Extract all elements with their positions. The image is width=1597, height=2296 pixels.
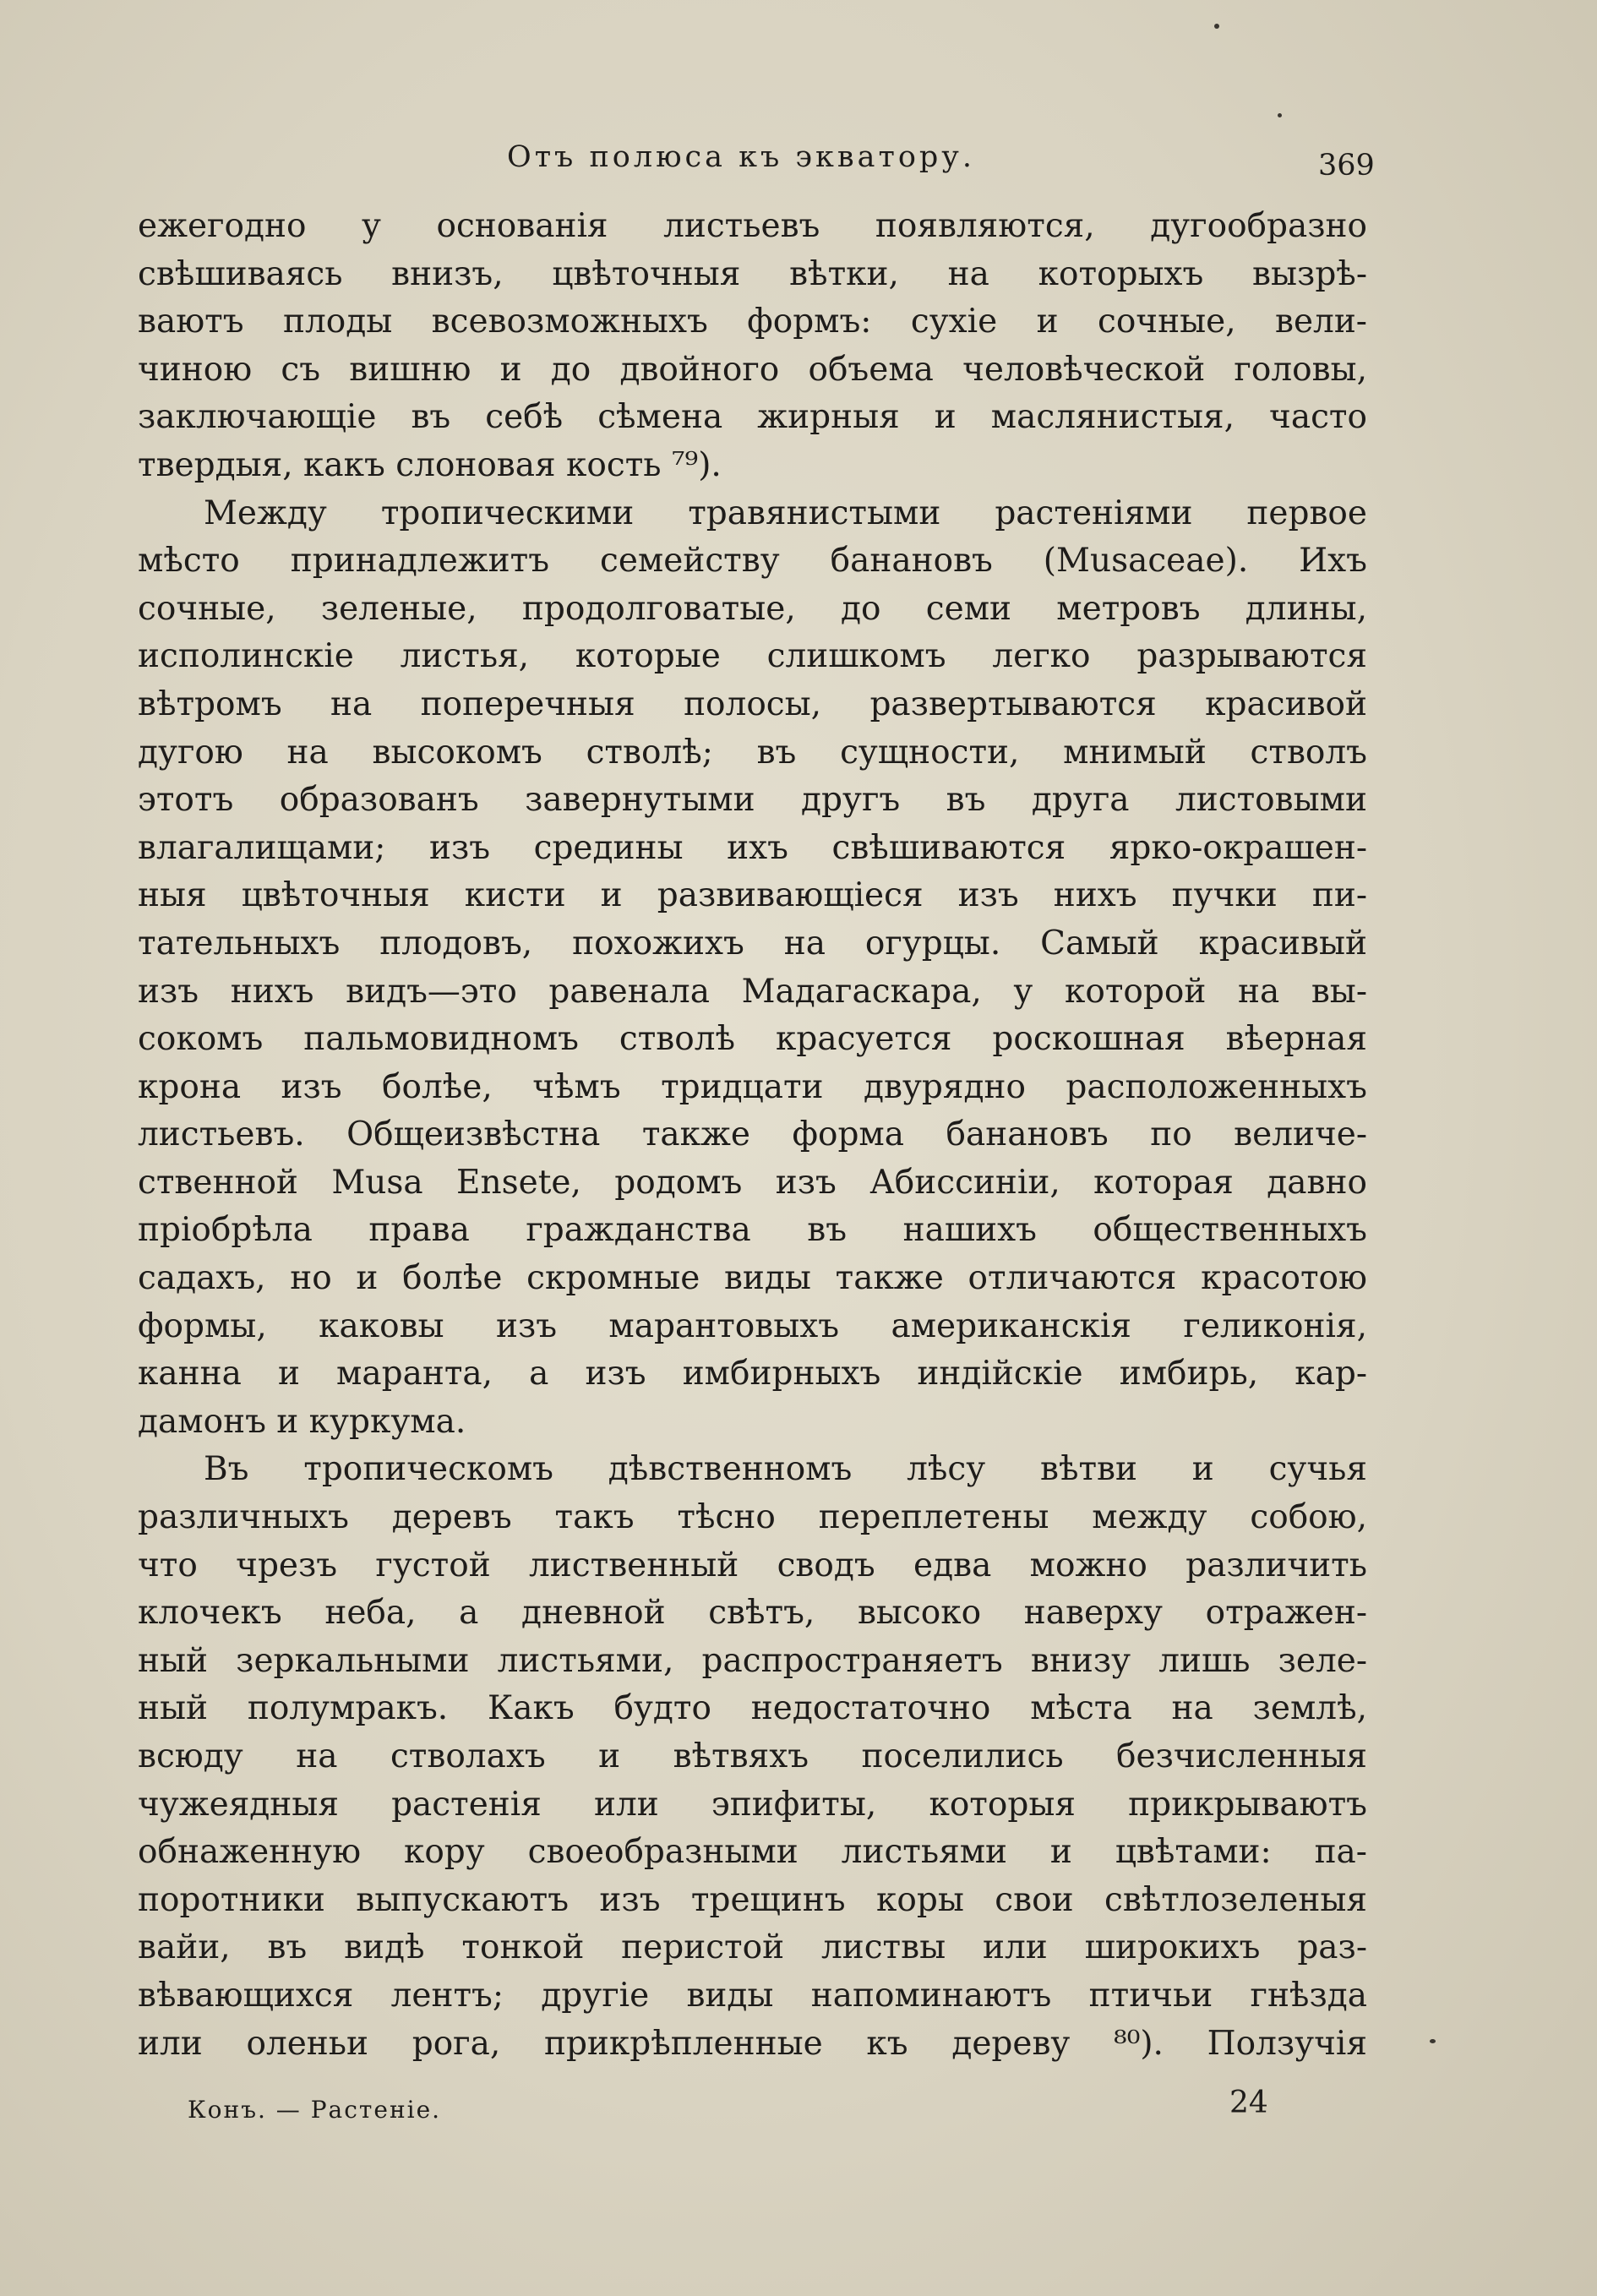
- running-head: [0, 140, 1597, 191]
- text-line: твердыя, какъ слоновая кость ⁷⁹).: [138, 445, 722, 484]
- text-line: формы, каковы изъ марантовыхъ американскія геликонія,: [138, 1306, 1367, 1345]
- text-line: садахъ, но и болѣе скромные виды также отличаются красотою: [138, 1259, 1367, 1298]
- text-line: листьевъ. Общеизвѣстна также форма банановъ по величе-: [138, 1115, 1367, 1154]
- text-line: что чрезъ густой лиственный сводъ едва можно различить: [138, 1546, 1367, 1584]
- text-line: крона изъ болѣе, чѣмъ тридцати двурядно расположенныхъ: [138, 1067, 1367, 1106]
- text-line: дамонъ и куркума.: [138, 1402, 466, 1441]
- text-line: ный полумракъ. Какъ будто недостаточно мѣста на землѣ,: [138, 1689, 1367, 1728]
- text-line: вайи, въ видѣ тонкой перистой листвы или широкихъ раз-: [138, 1928, 1367, 1967]
- page-footer: [0, 2086, 1597, 2128]
- text-line: Въ тропическомъ дѣвственномъ лѣсу вѣтви и сучья: [204, 1450, 1367, 1489]
- page-number: 369: [1318, 149, 1375, 183]
- text-line: пріобрѣла права гражданства въ нашихъ общественныхъ: [138, 1211, 1367, 1250]
- text-line: клочекъ неба, а дневной свѣтъ, высоко наверху отражен-: [138, 1594, 1367, 1633]
- text-line: сочные, зеленые, продолговатые, до семи метровъ длины,: [138, 589, 1367, 628]
- text-line: ственной Musa Ensete, родомъ изъ Абиссиніи, которая давно: [138, 1163, 1367, 1202]
- text-line: ежегодно у основанія листьевъ появляются, дугообразно: [138, 207, 1367, 245]
- text-line: ный зеркальными листьями, распространяетъ внизу лишь зеле-: [138, 1641, 1367, 1680]
- text-line: поротники выпускаютъ изъ трещинъ коры свои свѣтлозеленыя: [138, 1880, 1367, 1919]
- text-line: различныхъ деревъ такъ тѣсно переплетены между собою,: [138, 1498, 1367, 1537]
- text-line: всюду на стволахъ и вѣтвяхъ поселились безчисленныя: [138, 1737, 1367, 1775]
- paper-speck: [1430, 2039, 1436, 2043]
- paper-speck: [1278, 113, 1282, 117]
- text-line: заключающіе въ себѣ сѣмена жирныя и маслянистыя, часто: [138, 398, 1367, 437]
- body-text: [138, 203, 1367, 2068]
- running-title: Отъ полюса къ экватору.: [507, 140, 976, 174]
- signature-mark: Конъ. — Растеніе.: [188, 2096, 442, 2124]
- text-line: вѣтромъ на поперечныя полосы, развертываются красивой: [138, 684, 1367, 723]
- text-line: сокомъ пальмовидномъ стволѣ красуется роскошная вѣерная: [138, 1020, 1367, 1059]
- text-line: этотъ образованъ завернутыми другъ въ друга листовыми: [138, 781, 1367, 820]
- signature-number: 24: [1229, 2086, 1268, 2120]
- text-line: Между тропическими травянистыми растеніями первое: [204, 494, 1367, 532]
- text-line: ныя цвѣточныя кисти и развивающіеся изъ нихъ пучки пи-: [138, 876, 1367, 915]
- text-line: влагалищами; изъ средины ихъ свѣшиваются ярко-окрашен-: [138, 828, 1367, 867]
- text-line: канна и маранта, а изъ имбирныхъ индійскіе имбирь, кар-: [138, 1355, 1367, 1393]
- text-line: исполинскіе листья, которые слишкомъ легко разрываются: [138, 637, 1367, 676]
- text-line: вѣвающихся лентъ; другіе виды напоминаютъ птичьи гнѣзда: [138, 1976, 1367, 2015]
- text-line: изъ нихъ видъ—это равенала Мадагаскара, у которой на вы-: [138, 972, 1367, 1011]
- text-line: чужеядныя растенія или эпифиты, которыя прикрываютъ: [138, 1785, 1367, 1824]
- paper-speck: [1214, 24, 1219, 29]
- text-line: или оленьи рога, прикрѣпленные къ дереву ⁸⁰). Ползучія: [138, 2024, 1367, 2063]
- text-line: дугою на высокомъ стволѣ; въ сущности, мнимый стволъ: [138, 733, 1367, 772]
- text-line: тательныхъ плодовъ, похожихъ на огурцы. Самый красивый: [138, 924, 1367, 963]
- text-line: ваютъ плоды всевозможныхъ формъ: сухіе и сочные, вели-: [138, 303, 1367, 341]
- text-line: свѣшиваясь внизъ, цвѣточныя вѣтки, на которыхъ вызрѣ-: [138, 254, 1367, 293]
- text-line: мѣсто принадлежитъ семейству банановъ (Musaceae). Ихъ: [138, 542, 1367, 581]
- text-line: чиною съ вишню и до двойного объема человѣческой головы,: [138, 350, 1367, 389]
- text-line: обнаженную кору своеобразными листьями и цвѣтами: па-: [138, 1833, 1367, 1872]
